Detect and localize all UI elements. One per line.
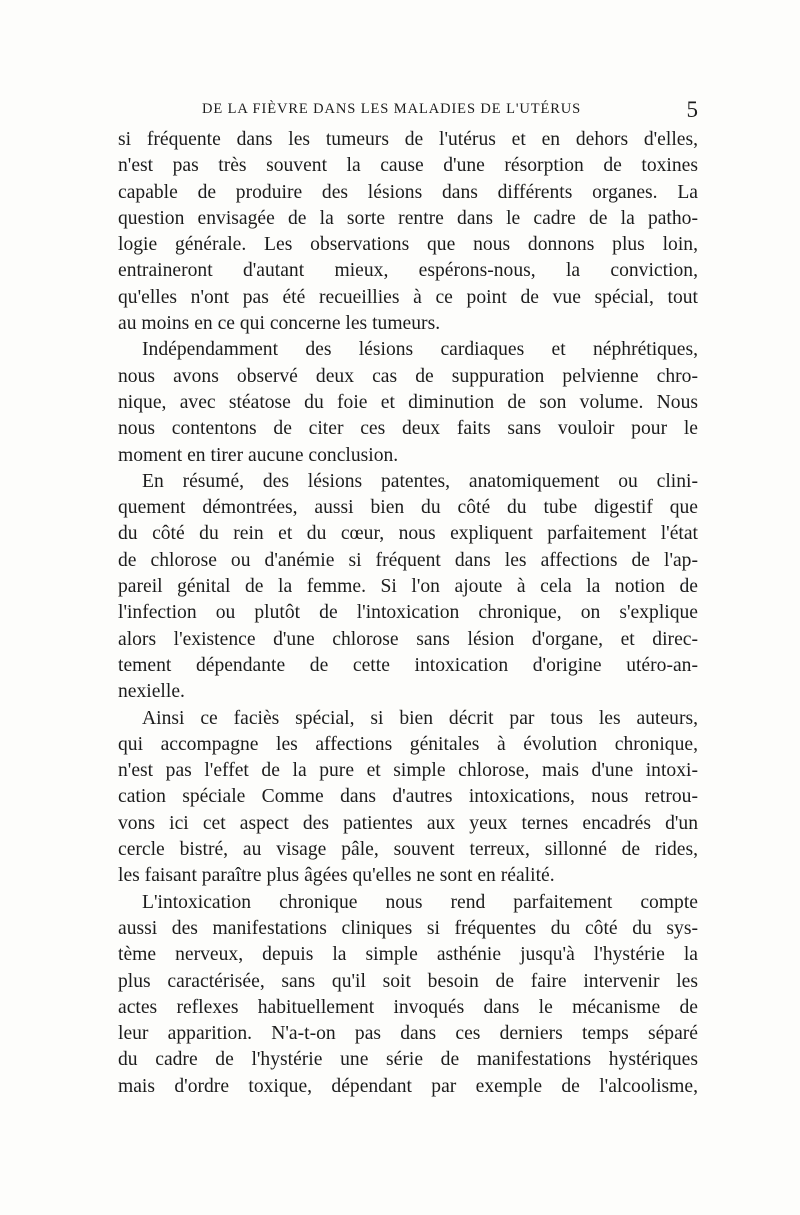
text-line: du côté du rein et du cœur, nous expliquent parfaitement l'état xyxy=(118,523,698,545)
text-line: si fréquente dans les tumeurs de l'utérus et en dehors d'elles, xyxy=(118,129,698,150)
text-line: actes reflexes habituellement invoqués dans le mécanisme de xyxy=(118,996,698,1018)
text-line: cercle bistré, au visage pâle, souvent terreux, sillonné de rides, xyxy=(118,839,698,861)
text-line: nique, avec stéatose du foie et diminution de son volume. Nous xyxy=(118,391,698,413)
text-line: entraineront d'autant mieux, espérons-nous, la conviction, xyxy=(118,260,698,282)
text-line: alors l'existence d'une chlorose sans lésion d'organe, et direc- xyxy=(118,628,698,650)
text-line: logie générale. Les observations que nous donnons plus loin, xyxy=(118,234,698,256)
text-line: qui accompagne les affections génitales à évolution chronique, xyxy=(118,733,698,755)
text-line: mais d'ordre toxique, dépendant par exemple de l'alcoolisme, xyxy=(118,1075,698,1097)
text-line: de chlorose ou d'anémie si fréquent dans les affections de l'ap- xyxy=(118,549,698,571)
text-line: capable de produire des lésions dans différents organes. La xyxy=(118,181,698,203)
text-line: n'est pas très souvent la cause d'une résorption de toxines xyxy=(118,155,698,177)
text-line: au moins en ce qui concerne les tumeurs. xyxy=(118,313,441,335)
text-line: l'infection ou plutôt de l'intoxication chronique, on s'explique xyxy=(118,602,698,624)
text-line: plus caractérisée, sans qu'il soit besoin de faire intervenir les xyxy=(118,970,698,992)
paragraph-start-line: L'intoxication chronique nous rend parfaitement compte xyxy=(142,891,698,913)
text-line: vons ici cet aspect des patientes aux yeux ternes encadrés d'un xyxy=(118,812,698,834)
text-line: les faisant paraître plus âgées qu'elles ne sont en réalité. xyxy=(118,865,555,887)
text-line: tème nerveux, depuis la simple asthénie jusqu'à l'hystérie la xyxy=(118,944,698,966)
text-line: nexielle. xyxy=(118,681,185,703)
text-line: nous avons observé deux cas de suppuration pelvienne chro- xyxy=(118,365,698,387)
paragraph-start-line: Indépendamment des lésions cardiaques et néphrétiques, xyxy=(142,339,698,361)
text-line: nous contentons de citer ces deux faits sans vouloir pour le xyxy=(118,418,698,440)
text-line: moment en tirer aucune conclusion. xyxy=(118,444,399,466)
text-line: n'est pas l'effet de la pure et simple chlorose, mais d'une intoxi- xyxy=(118,760,698,782)
text-line: quement démontrées, aussi bien du côté du tube digestif que xyxy=(118,497,698,519)
text-line: aussi des manifestations cliniques si fréquentes du côté du sys- xyxy=(118,917,698,939)
text-line: question envisagée de la sorte rentre dans le cadre de la patho- xyxy=(118,207,698,229)
text-line: cation spéciale Comme dans d'autres intoxications, nous retrou- xyxy=(118,786,698,808)
text-line: tement dépendante de cette intoxication d'origine utéro-an- xyxy=(118,654,698,676)
running-head xyxy=(118,97,698,125)
text-line: pareil génital de la femme. Si l'on ajoute à cela la notion de xyxy=(118,576,698,598)
paragraph-start-line: En résumé, des lésions patentes, anatomiquement ou clini- xyxy=(142,470,698,492)
text-line: qu'elles n'ont pas été recueillies à ce point de vue spécial, tout xyxy=(118,286,698,308)
running-title: DE LA FIÈVRE DANS LES MALADIES DE L'UTÉRUS xyxy=(202,101,582,117)
body-text xyxy=(118,127,698,1100)
text-line: leur apparition. N'a-t-on pas dans ces derniers temps séparé xyxy=(118,1023,698,1045)
paragraph-start-line: Ainsi ce faciès spécial, si bien décrit par tous les auteurs, xyxy=(142,707,698,729)
text-line: du cadre de l'hystérie une série de manifestations hystériques xyxy=(118,1049,698,1071)
page-number: 5 xyxy=(686,97,698,122)
